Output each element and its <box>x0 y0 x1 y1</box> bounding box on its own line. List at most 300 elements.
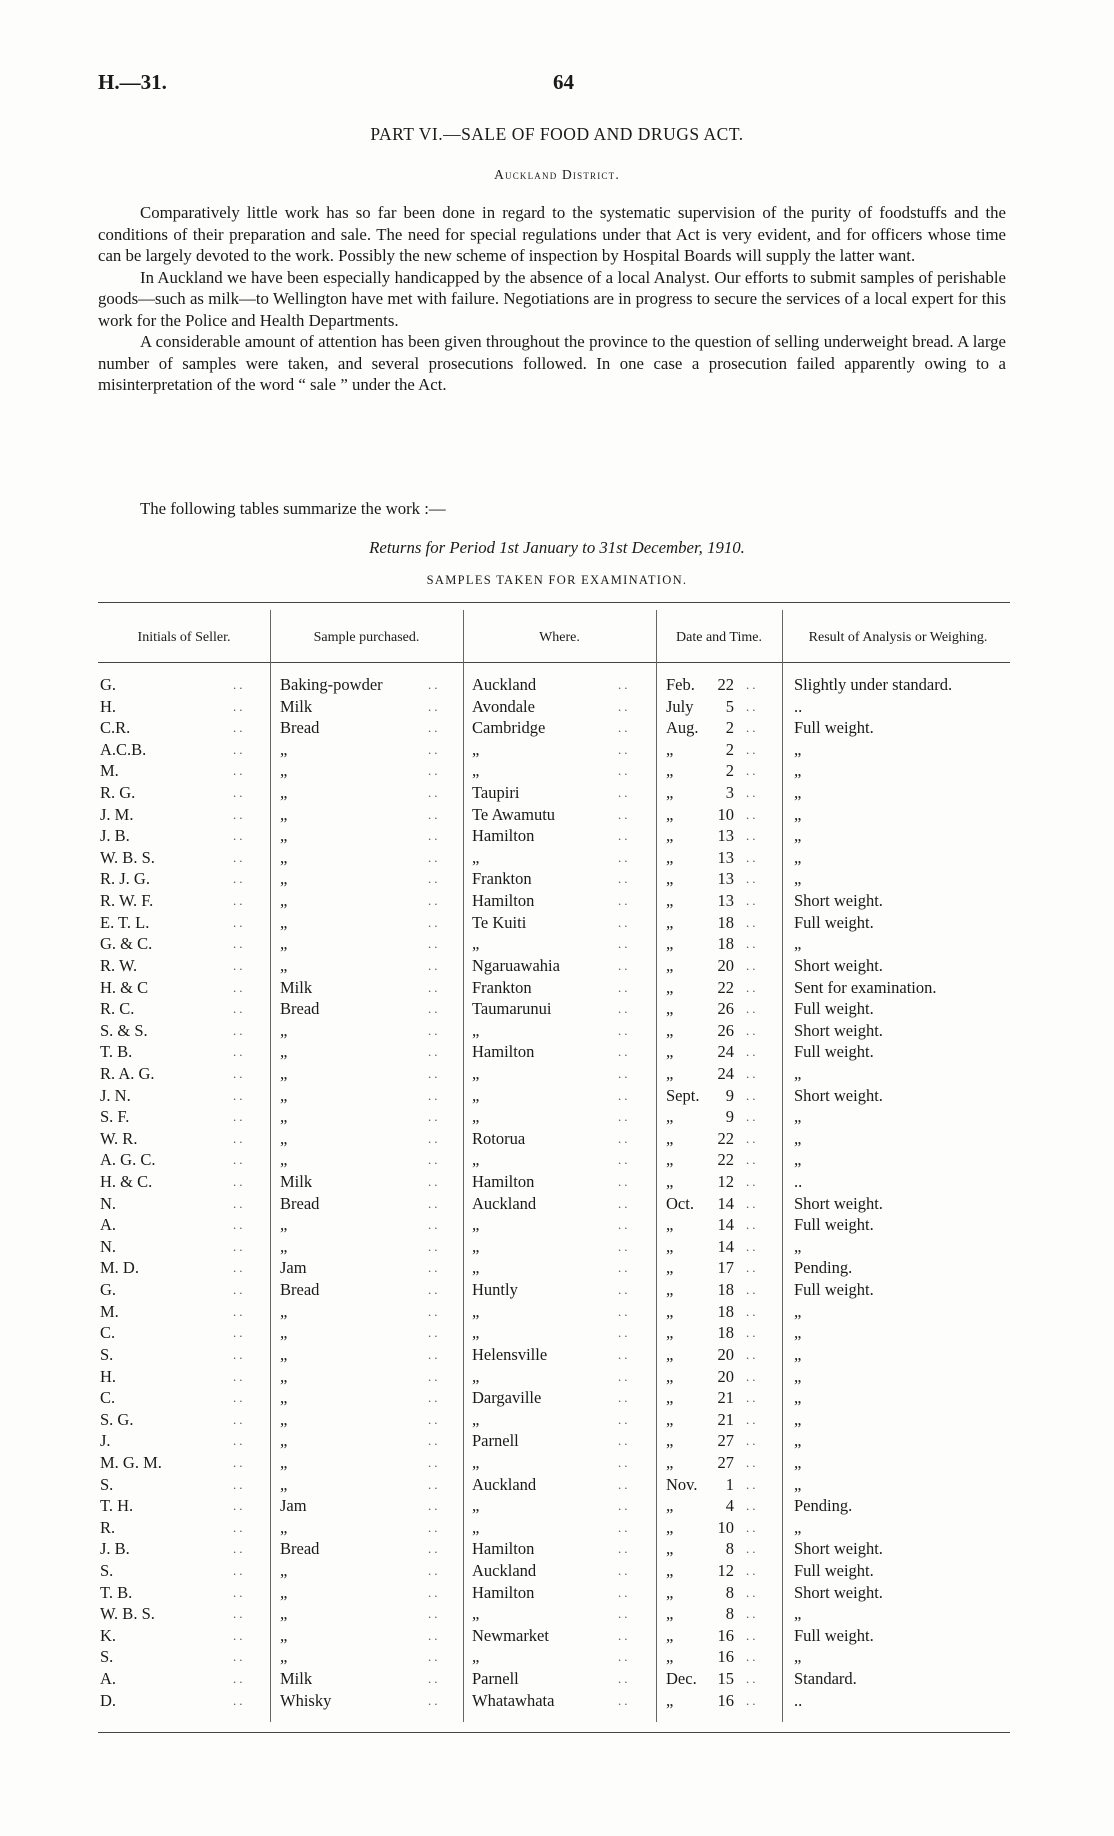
result: .. <box>794 1172 803 1192</box>
leader-dots: .. <box>618 1411 631 1427</box>
leader-dots: .. <box>428 1152 441 1168</box>
leader-dots: .. <box>428 1692 441 1708</box>
sample-day: 16 <box>717 1690 734 1710</box>
seller-initials: G. <box>100 1280 117 1300</box>
paragraph: In Auckland we have been especially handicapped by the absence of a local Analyst. Our efforts to submit samples of perishable goods—such as milk—to Wellington have met with failure. Negotiations are in progress to secure the services of a local expert for this work for the Police and Health Departments. <box>98 267 1006 330</box>
table-row <box>98 977 1010 999</box>
sample-location: „ <box>472 739 480 759</box>
leader-dots: .. <box>618 1217 631 1233</box>
seller-initials: M. D. <box>100 1258 139 1278</box>
leader-dots: .. <box>746 1606 759 1622</box>
leader-dots: .. <box>233 1562 246 1578</box>
sample-day: 26 <box>717 1020 734 1040</box>
leader-dots: .. <box>428 1282 441 1298</box>
sample-purchased: „ <box>280 1150 288 1170</box>
sample-purchased: „ <box>280 1063 288 1083</box>
sample-day: 24 <box>717 1063 734 1083</box>
leader-dots: .. <box>618 1584 631 1600</box>
table-row <box>98 1603 1010 1625</box>
sample-purchased: „ <box>280 1517 288 1537</box>
table-row <box>98 955 1010 977</box>
leader-dots: .. <box>233 785 246 801</box>
seller-initials: J. B. <box>100 826 130 846</box>
leader-dots: .. <box>746 893 759 909</box>
leader-dots: .. <box>428 893 441 909</box>
leader-dots: .. <box>618 1519 631 1535</box>
sample-location: Te Awamutu <box>472 804 556 824</box>
table-row <box>98 1474 1010 1496</box>
table-row <box>98 868 1010 890</box>
sample-purchased: Milk <box>280 977 313 997</box>
sample-purchased: Milk <box>280 1172 313 1192</box>
result: Full weight. <box>794 1280 874 1300</box>
sample-location: „ <box>472 1063 480 1083</box>
result: „ <box>794 847 802 867</box>
result: „ <box>794 1323 802 1343</box>
leader-dots: .. <box>233 1087 246 1103</box>
seller-initials: A. G. C. <box>100 1150 156 1170</box>
seller-initials: M. G. M. <box>100 1452 162 1472</box>
table-row <box>98 1430 1010 1452</box>
seller-initials: H. <box>100 696 117 716</box>
leader-dots: .. <box>618 785 631 801</box>
result: „ <box>794 783 802 803</box>
leader-dots: .. <box>428 1390 441 1406</box>
leader-dots: .. <box>746 741 759 757</box>
sample-month: „ <box>666 1344 674 1364</box>
result: „ <box>794 1647 802 1667</box>
leader-dots: .. <box>233 1454 246 1470</box>
sample-month: Oct. <box>666 1193 694 1213</box>
sample-month: „ <box>666 1690 674 1710</box>
result: „ <box>794 1452 802 1472</box>
result: „ <box>794 1517 802 1537</box>
table-row <box>98 1452 1010 1474</box>
result: Short weight. <box>794 1539 883 1559</box>
table-row <box>98 847 1010 869</box>
summary-line: The following tables summarize the work :— <box>140 499 446 518</box>
sample-day: 20 <box>717 955 734 975</box>
sample-month: „ <box>666 1323 674 1343</box>
table-row <box>98 1279 1010 1301</box>
leader-dots: .. <box>746 1303 759 1319</box>
sample-location: „ <box>472 1517 480 1537</box>
leader-dots: .. <box>428 1217 441 1233</box>
result: „ <box>794 826 802 846</box>
leader-dots: .. <box>618 763 631 779</box>
table-row <box>98 1646 1010 1668</box>
leader-dots: .. <box>428 698 441 714</box>
seller-initials: H. & C <box>100 977 149 997</box>
leader-dots: .. <box>233 1238 246 1254</box>
seller-initials: S. & S. <box>100 1020 148 1040</box>
sample-location: Hamilton <box>472 891 535 911</box>
sample-location: Rotorua <box>472 1128 526 1148</box>
leader-dots: .. <box>233 1692 246 1708</box>
leader-dots: .. <box>233 763 246 779</box>
seller-initials: H. & C. <box>100 1172 153 1192</box>
leader-dots: .. <box>428 871 441 887</box>
sample-day: 3 <box>725 783 734 803</box>
result: „ <box>794 1431 802 1451</box>
leader-dots: .. <box>428 1498 441 1514</box>
sample-purchased: Bread <box>280 1193 320 1213</box>
report-reference: H.—31. <box>98 70 167 94</box>
table-row <box>98 1193 1010 1215</box>
leader-dots: .. <box>618 1498 631 1514</box>
sample-location: „ <box>472 1323 480 1343</box>
leader-dots: .. <box>428 1584 441 1600</box>
seller-initials: S. G. <box>100 1409 134 1429</box>
leader-dots: .. <box>233 720 246 736</box>
leader-dots: .. <box>233 828 246 844</box>
sample-day: 4 <box>725 1496 734 1516</box>
leader-dots: .. <box>618 1627 631 1643</box>
leader-dots: .. <box>618 1065 631 1081</box>
leader-dots: .. <box>746 1671 759 1687</box>
sample-purchased: Baking-powder <box>280 675 383 694</box>
table-rule <box>98 1732 1010 1733</box>
sample-purchased: „ <box>280 1604 288 1624</box>
sample-location: „ <box>472 1020 480 1040</box>
sample-day: 18 <box>717 1323 734 1343</box>
sample-location: „ <box>472 1258 480 1278</box>
sample-day: 8 <box>725 1582 734 1602</box>
sample-day: 9 <box>725 1085 734 1105</box>
result: Full weight. <box>794 1560 874 1580</box>
leader-dots: .. <box>618 914 631 930</box>
sample-month: „ <box>666 1539 674 1559</box>
seller-initials: J. B. <box>100 1539 130 1559</box>
leader-dots: .. <box>428 1541 441 1557</box>
leader-dots: .. <box>746 957 759 973</box>
sample-location: Newmarket <box>472 1625 549 1645</box>
sample-location: „ <box>472 847 480 867</box>
result: „ <box>794 804 802 824</box>
sample-day: 22 <box>717 1150 734 1170</box>
leader-dots: .. <box>428 1174 441 1190</box>
sample-location: Frankton <box>472 869 532 889</box>
sample-purchased: „ <box>280 1366 288 1386</box>
table-row <box>98 1517 1010 1539</box>
sample-location: Auckland <box>472 1193 537 1213</box>
leader-dots: .. <box>233 1325 246 1341</box>
leader-dots: .. <box>428 720 441 736</box>
sample-location: Whatawhata <box>472 1690 555 1710</box>
leader-dots: .. <box>746 1692 759 1708</box>
leader-dots: .. <box>233 1130 246 1146</box>
result: „ <box>794 1107 802 1127</box>
sample-month: „ <box>666 1020 674 1040</box>
result: Pending. <box>794 1258 853 1278</box>
result: „ <box>794 739 802 759</box>
leader-dots: .. <box>618 1260 631 1276</box>
leader-dots: .. <box>428 741 441 757</box>
result: „ <box>794 1474 802 1494</box>
result: Sent for examination. <box>794 977 937 997</box>
sample-day: 2 <box>725 718 734 738</box>
sample-purchased: „ <box>280 1409 288 1429</box>
seller-initials: S. <box>100 1344 114 1364</box>
seller-initials: R. A. G. <box>100 1063 155 1083</box>
sample-purchased: „ <box>280 1020 288 1040</box>
sample-purchased: „ <box>280 1128 288 1148</box>
seller-initials: W. B. S. <box>100 1604 155 1624</box>
sample-location: „ <box>472 1604 480 1624</box>
table-row <box>98 1495 1010 1517</box>
sample-purchased: Jam <box>280 1496 307 1516</box>
leader-dots: .. <box>428 914 441 930</box>
leader-dots: .. <box>746 1519 759 1535</box>
result: Short weight. <box>794 955 883 975</box>
result: Full weight. <box>794 912 874 932</box>
leader-dots: .. <box>618 1454 631 1470</box>
result: Full weight. <box>794 718 874 738</box>
leader-dots: .. <box>233 1217 246 1233</box>
sample-purchased: „ <box>280 1344 288 1364</box>
sample-purchased: „ <box>280 1215 288 1235</box>
sample-month: „ <box>666 869 674 889</box>
seller-initials: D. <box>100 1690 117 1710</box>
seller-initials: J. <box>100 1431 111 1451</box>
leader-dots: .. <box>428 979 441 995</box>
sample-location: Taumarunui <box>472 999 552 1019</box>
table-row <box>98 912 1010 934</box>
sample-purchased: „ <box>280 955 288 975</box>
samples-table <box>98 602 1010 1727</box>
sample-location: Hamilton <box>472 1042 535 1062</box>
table-row <box>98 1560 1010 1582</box>
sample-location: „ <box>472 1236 480 1256</box>
sample-day: 20 <box>717 1366 734 1386</box>
sample-purchased: „ <box>280 1301 288 1321</box>
result: Pending. <box>794 1496 853 1516</box>
sample-purchased: „ <box>280 783 288 803</box>
seller-initials: N. <box>100 1193 117 1213</box>
leader-dots: .. <box>428 1195 441 1211</box>
leader-dots: .. <box>618 979 631 995</box>
seller-initials: S. <box>100 1647 114 1667</box>
sample-month: „ <box>666 1604 674 1624</box>
table-row <box>98 1668 1010 1690</box>
leader-dots: .. <box>746 936 759 952</box>
leader-dots: .. <box>618 720 631 736</box>
sample-purchased: Milk <box>280 1669 313 1689</box>
table-row <box>98 933 1010 955</box>
leader-dots: .. <box>233 849 246 865</box>
seller-initials: M. <box>100 1301 119 1321</box>
table-row <box>98 825 1010 847</box>
sample-location: Ngaruawahia <box>472 955 560 975</box>
leader-dots: .. <box>233 677 246 692</box>
leader-dots: .. <box>233 936 246 952</box>
sample-day: 27 <box>717 1431 734 1451</box>
sample-month: „ <box>666 739 674 759</box>
sample-location: Parnell <box>472 1669 519 1689</box>
leader-dots: .. <box>428 1260 441 1276</box>
leader-dots: .. <box>428 1303 441 1319</box>
leader-dots: .. <box>233 979 246 995</box>
leader-dots: .. <box>428 1433 441 1449</box>
leader-dots: .. <box>233 1390 246 1406</box>
sample-purchased: „ <box>280 1323 288 1343</box>
leader-dots: .. <box>746 1411 759 1427</box>
result: Short weight. <box>794 1582 883 1602</box>
leader-dots: .. <box>233 1671 246 1687</box>
leader-dots: .. <box>618 1022 631 1038</box>
leader-dots: .. <box>618 1606 631 1622</box>
sample-month: „ <box>666 1280 674 1300</box>
table-row <box>98 1236 1010 1258</box>
seller-initials: J. N. <box>100 1085 131 1105</box>
table-row <box>98 1149 1010 1171</box>
leader-dots: .. <box>746 1649 759 1665</box>
sample-month: „ <box>666 826 674 846</box>
sample-month: „ <box>666 1431 674 1451</box>
sample-month: „ <box>666 761 674 781</box>
seller-initials: K. <box>100 1625 117 1645</box>
sample-month: „ <box>666 1215 674 1235</box>
table-row <box>98 1041 1010 1063</box>
result: „ <box>794 934 802 954</box>
seller-initials: R. G. <box>100 783 136 803</box>
leader-dots: .. <box>233 871 246 887</box>
returns-title: Returns for Period 1st January to 31st December, 1910. <box>369 538 745 557</box>
result: „ <box>794 1063 802 1083</box>
sample-month: Nov. <box>666 1474 698 1494</box>
table-row <box>98 674 1010 696</box>
leader-dots: .. <box>746 785 759 801</box>
leader-dots: .. <box>428 1325 441 1341</box>
leader-dots: .. <box>746 1433 759 1449</box>
leader-dots: .. <box>618 1433 631 1449</box>
leader-dots: .. <box>746 1087 759 1103</box>
leader-dots: .. <box>233 1195 246 1211</box>
result: .. <box>794 1690 803 1710</box>
leader-dots: .. <box>428 1044 441 1060</box>
sample-location: Hamilton <box>472 1172 535 1192</box>
seller-initials: S. <box>100 1560 114 1580</box>
seller-initials: R. C. <box>100 999 135 1019</box>
sample-month: „ <box>666 1625 674 1645</box>
sample-month: „ <box>666 783 674 803</box>
leader-dots: .. <box>618 1541 631 1557</box>
seller-initials: N. <box>100 1236 117 1256</box>
sample-location: Hamilton <box>472 1539 535 1559</box>
leader-dots: .. <box>233 1541 246 1557</box>
sample-day: 20 <box>717 1344 734 1364</box>
result: „ <box>794 1409 802 1429</box>
sample-purchased: „ <box>280 1388 288 1408</box>
seller-initials: R. W. <box>100 955 138 975</box>
table-row <box>98 782 1010 804</box>
sample-location: „ <box>472 1452 480 1472</box>
samples-title: SAMPLES TAKEN FOR EXAMINATION. <box>426 573 688 587</box>
leader-dots: .. <box>428 1001 441 1017</box>
sample-purchased: Jam <box>280 1258 307 1278</box>
sample-day: 8 <box>725 1539 734 1559</box>
sample-month: „ <box>666 1647 674 1667</box>
result: „ <box>794 1150 802 1170</box>
leader-dots: .. <box>233 1065 246 1081</box>
leader-dots: .. <box>746 720 759 736</box>
leader-dots: .. <box>618 1671 631 1687</box>
leader-dots: .. <box>746 1390 759 1406</box>
result: „ <box>794 869 802 889</box>
result: Short weight. <box>794 1193 883 1213</box>
leader-dots: .. <box>618 1130 631 1146</box>
table-row <box>98 1063 1010 1085</box>
leader-dots: .. <box>618 1476 631 1492</box>
leader-dots: .. <box>233 1433 246 1449</box>
leader-dots: .. <box>618 698 631 714</box>
leader-dots: .. <box>428 1519 441 1535</box>
table-row <box>98 739 1010 761</box>
leader-dots: .. <box>746 914 759 930</box>
district-heading: Auckland District. <box>494 167 620 182</box>
sample-purchased: „ <box>280 1042 288 1062</box>
leader-dots: .. <box>618 1238 631 1254</box>
sample-month: „ <box>666 1560 674 1580</box>
table-row <box>98 998 1010 1020</box>
table-rule <box>98 662 1010 663</box>
page-header <box>98 70 1016 100</box>
sample-month: „ <box>666 934 674 954</box>
leader-dots: .. <box>618 1649 631 1665</box>
leader-dots: .. <box>428 1671 441 1687</box>
sample-day: 18 <box>717 912 734 932</box>
leader-dots: .. <box>746 1541 759 1557</box>
sample-day: 14 <box>717 1215 734 1235</box>
table-row <box>98 1690 1010 1712</box>
sample-day: 27 <box>717 1452 734 1472</box>
leader-dots: .. <box>618 1109 631 1125</box>
table-row <box>98 1128 1010 1150</box>
leader-dots: .. <box>618 828 631 844</box>
sample-purchased: Bread <box>280 718 320 738</box>
leader-dots: .. <box>618 1087 631 1103</box>
sample-day: 22 <box>717 977 734 997</box>
leader-dots: .. <box>233 806 246 822</box>
leader-dots: .. <box>746 1325 759 1341</box>
sample-purchased: Bread <box>280 1539 320 1559</box>
leader-dots: .. <box>428 677 441 692</box>
sample-purchased: „ <box>280 1452 288 1472</box>
sample-month: „ <box>666 1496 674 1516</box>
sample-month: Feb. <box>666 675 695 694</box>
leader-dots: .. <box>428 1238 441 1254</box>
table-row <box>98 1085 1010 1107</box>
sample-day: 24 <box>717 1042 734 1062</box>
sample-day: 26 <box>717 999 734 1019</box>
sample-month: „ <box>666 1388 674 1408</box>
leader-dots: .. <box>618 1195 631 1211</box>
sample-month: „ <box>666 955 674 975</box>
leader-dots: .. <box>618 1001 631 1017</box>
leader-dots: .. <box>746 979 759 995</box>
sample-day: 10 <box>717 804 734 824</box>
sample-location: Taupiri <box>472 783 520 803</box>
table-body <box>98 674 1010 1711</box>
result: „ <box>794 761 802 781</box>
table-row <box>98 1257 1010 1279</box>
sample-day: 18 <box>717 1301 734 1321</box>
result: „ <box>794 1301 802 1321</box>
leader-dots: .. <box>746 698 759 714</box>
table-row <box>98 717 1010 739</box>
leader-dots: .. <box>746 1174 759 1190</box>
leader-dots: .. <box>618 1282 631 1298</box>
